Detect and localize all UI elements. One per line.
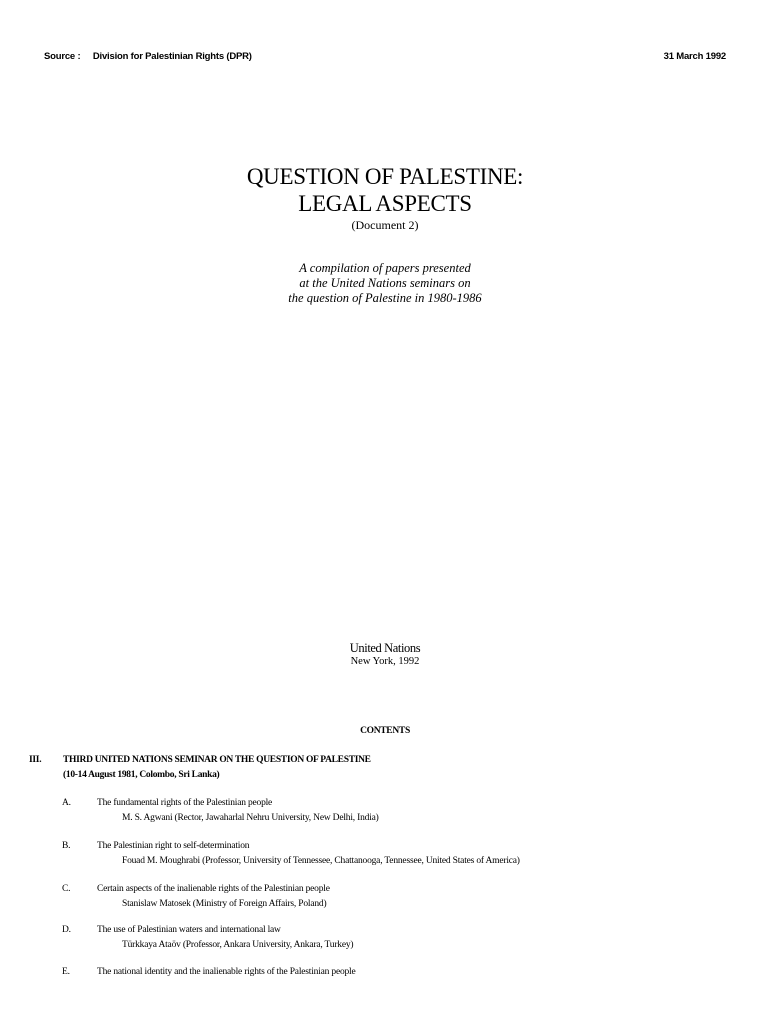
document-number: (Document 2) bbox=[351, 218, 419, 232]
compilation-note bbox=[0, 261, 770, 306]
item-title: The national identity and the inalienable rights of the Palestinian people bbox=[97, 967, 356, 977]
title-line-1: QUESTION OF PALESTINE: bbox=[246, 164, 524, 189]
contents-heading: CONTENTS bbox=[360, 726, 410, 736]
section-number: III. bbox=[29, 755, 42, 765]
item-letter: C. bbox=[62, 884, 71, 894]
source-label: Source : bbox=[44, 51, 81, 62]
item-letter: D. bbox=[62, 925, 71, 935]
item-author: Fouad M. Moughrabi (Professor, University of Tennessee, Chattanooga, Tennessee, United States of America) bbox=[122, 856, 520, 866]
header-source bbox=[44, 51, 252, 62]
source-value: Division for Palestinian Rights (DPR) bbox=[92, 51, 252, 62]
title-line-2: LEGAL ASPECTS bbox=[298, 191, 472, 216]
publisher-place: New York, 1992 bbox=[350, 656, 420, 667]
publisher-name: United Nations bbox=[349, 641, 421, 655]
item-letter: B. bbox=[62, 841, 71, 851]
item-title: The Palestinian right to self-determination bbox=[97, 841, 250, 851]
item-author: Türkkaya Ataöv (Professor, Ankara University, Ankara, Turkey) bbox=[122, 940, 354, 950]
compilation-line-2: at the United Nations seminars on bbox=[299, 276, 471, 290]
header-date: 31 March 1992 bbox=[663, 51, 726, 62]
item-author: Stanislaw Matosek (Ministry of Foreign Affairs, Poland) bbox=[122, 899, 327, 909]
item-title: The fundamental rights of the Palestinian people bbox=[97, 798, 273, 808]
compilation-line-3: the question of Palestine in 1980-1986 bbox=[288, 291, 482, 305]
item-letter: E. bbox=[62, 967, 70, 977]
item-title: Certain aspects of the inalienable rights of the Palestinian people bbox=[97, 884, 330, 894]
section-subtitle: (10-14 August 1981, Colombo, Sri Lanka) bbox=[63, 770, 220, 780]
document-title bbox=[0, 163, 770, 217]
item-title: The use of Palestinian waters and international law bbox=[97, 925, 281, 935]
section-title: THIRD UNITED NATIONS SEMINAR ON THE QUESTION OF PALESTINE bbox=[63, 755, 371, 765]
contents-section bbox=[29, 753, 371, 783]
item-letter: A. bbox=[62, 798, 71, 808]
item-author: M. S. Agwani (Rector, Jawaharlal Nehru University, New Delhi, India) bbox=[122, 813, 379, 823]
compilation-line-1: A compilation of papers presented bbox=[299, 261, 471, 275]
